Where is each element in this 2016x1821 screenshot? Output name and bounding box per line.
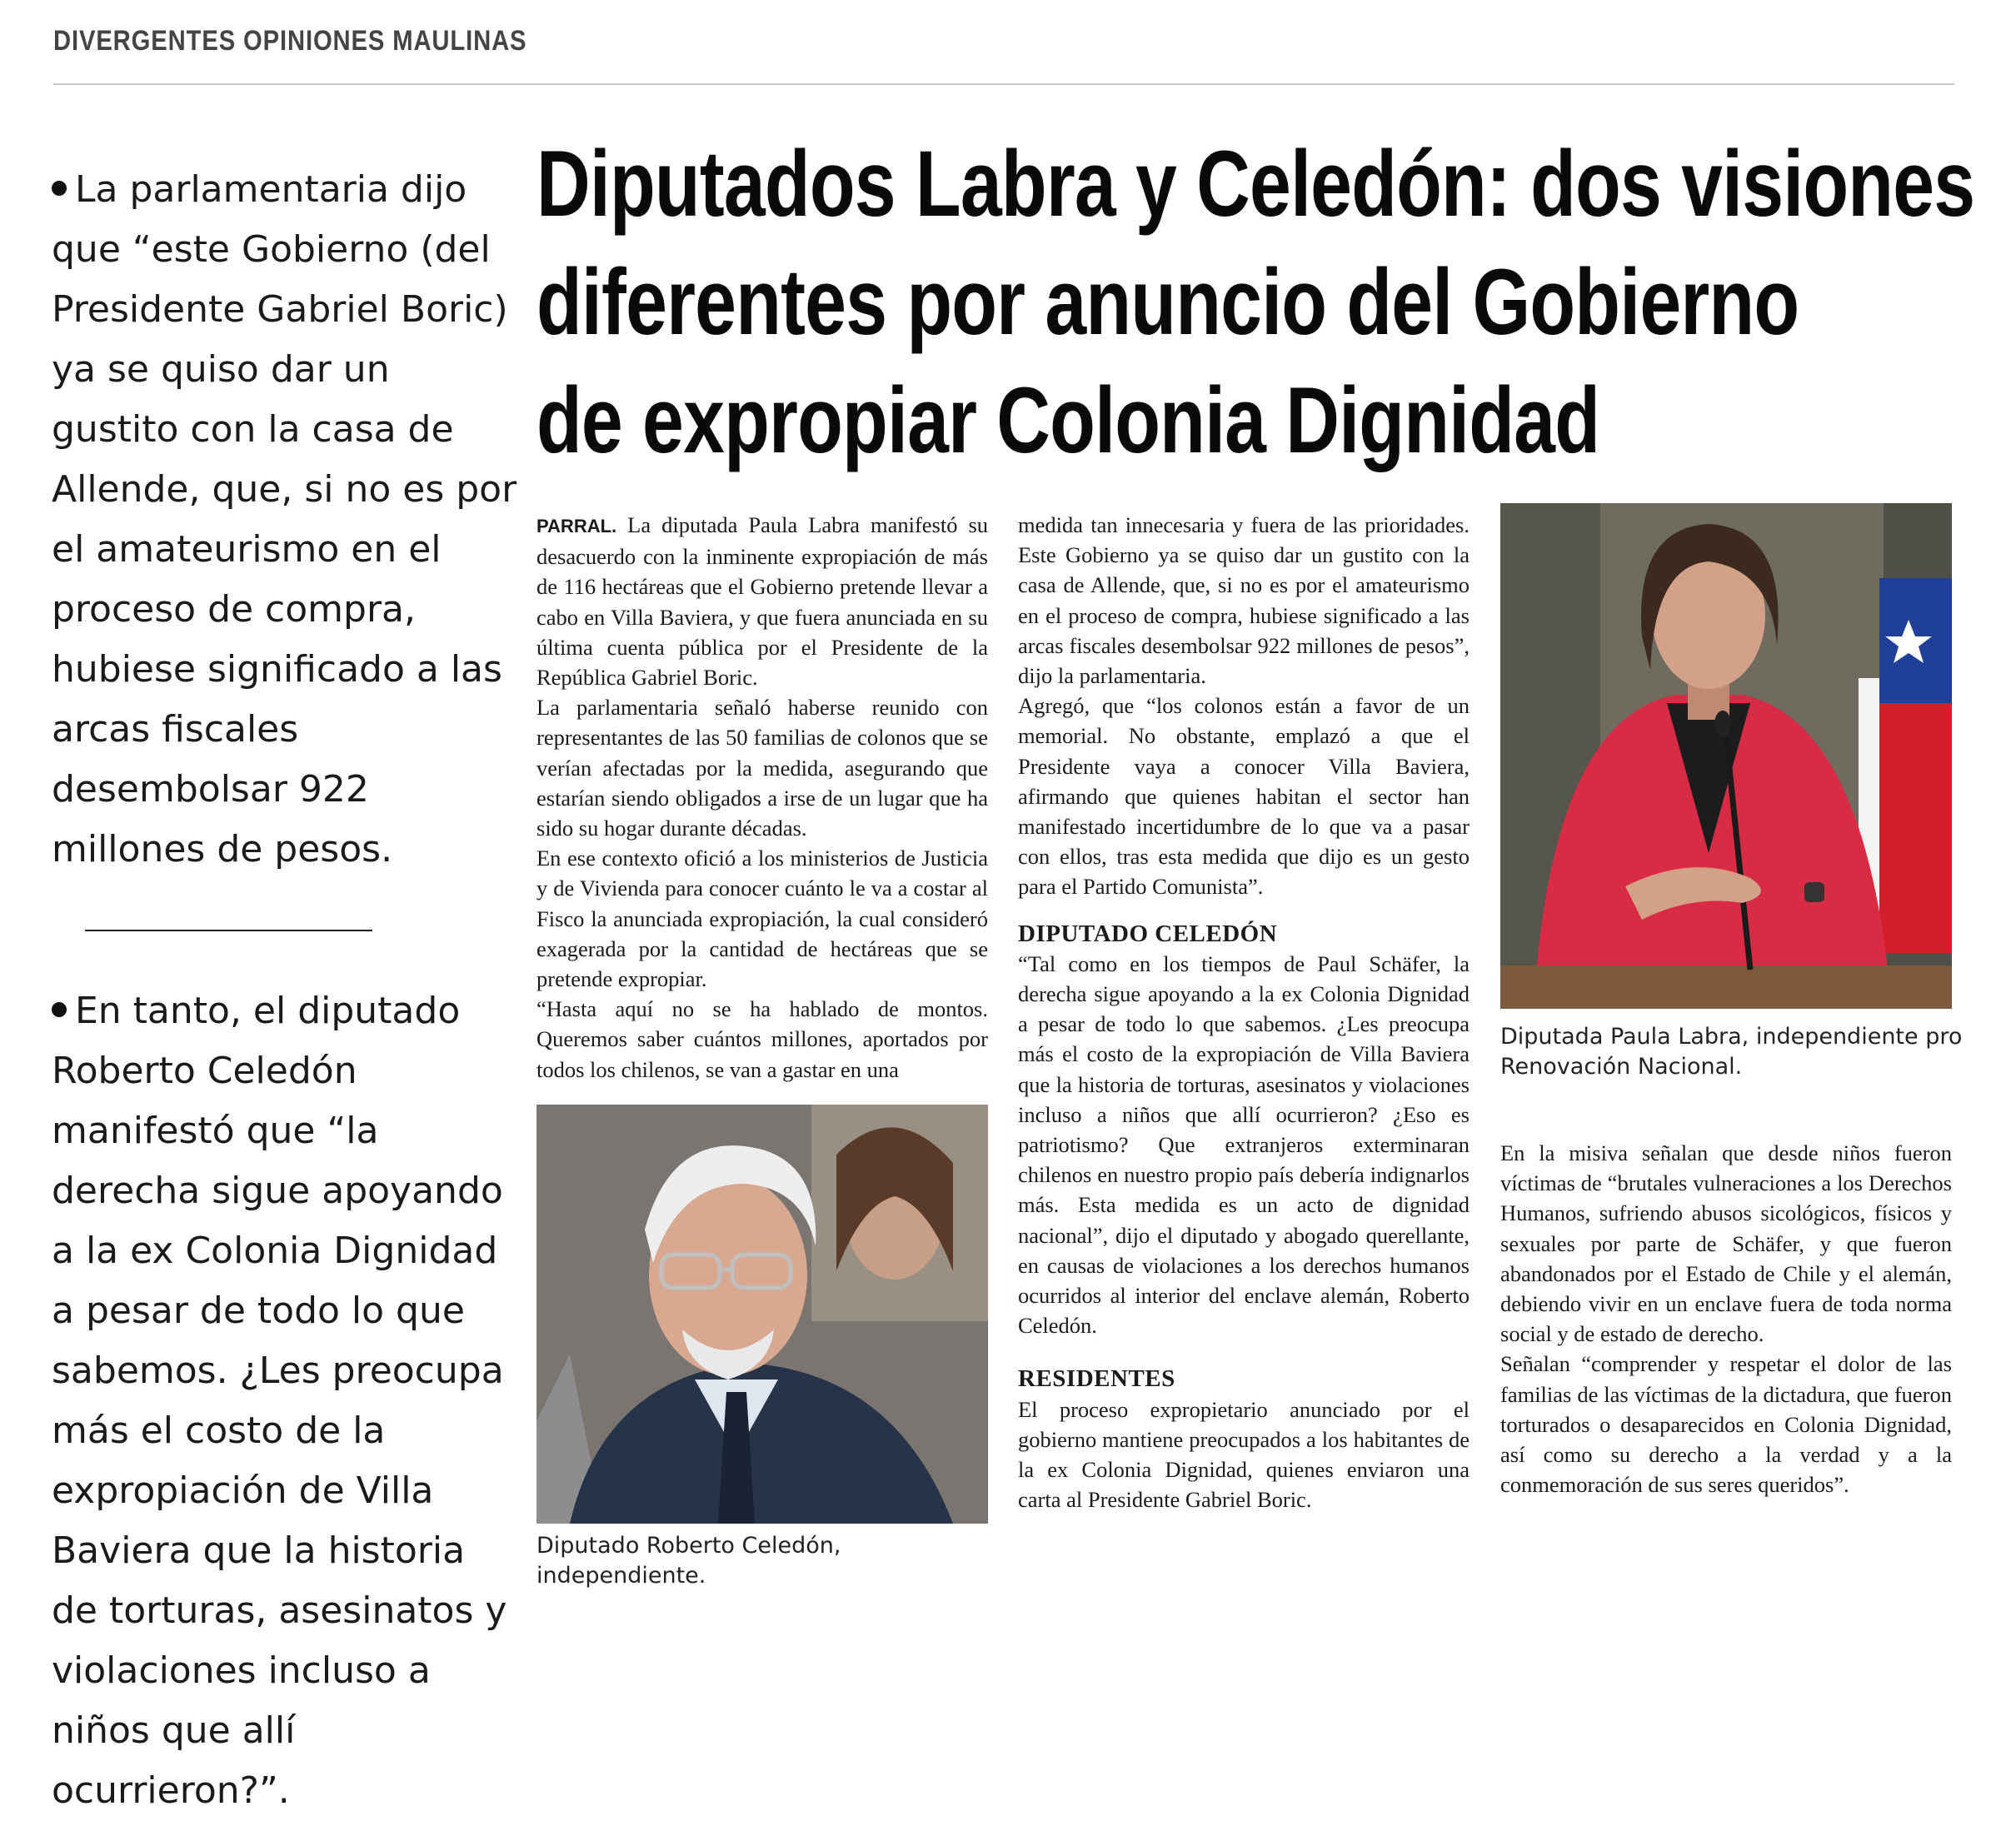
article-paragraph: En la misiva señalan que desde niños fueron víctimas de “brutales vulneraciones a los Derechos Humanos, sufriendo abusos sicológicos, físicos y sexuales por parte de Schäfer, y que fueron abandonados por el Estado de Chile y el alemán, debiendo vivir en un enclave fuera de toda norma social y de estado de derecho. bbox=[1500, 1140, 1952, 1347]
sidebar-bullet-1: La parlamentaria dijo que “este Gobierno (del Presidente Gabriel Boric) ya se quiso dar un gustito con la casa de Allende, que, si no es por el amateurismo en el proceso de compra, hubiese significado a las arcas fiscales desembolsar 922 millones de pesos. bbox=[52, 168, 517, 871]
article-paragraph: “Hasta aquí no se ha hablado de montos. Queremos saber cuántos millones, aportados por todos los chilenos, se van a gastar en una bbox=[536, 996, 988, 1082]
headline-line-1: Diputados Labra y Celedón: dos visiones bbox=[536, 132, 1975, 236]
headline-line-2: diferentes por anuncio del Gobierno bbox=[536, 250, 1799, 354]
article-paragraph: “Tal como en los tiempos de Paul Schäfer, la derecha sigue apoyando a la ex Colonia Dignidad a pesar de todo lo que sabemos. ¿Les preocupa más el costo de la expropiación de Villa Baviera que la historia de torturas, asesinatos y violaciones incluso a niños que allí ocurrieron? ¿Eso es patriotismo? Que extranjeros exterminaran chilenos en nuestro propio país debería indignarlos más. Esta medida es un acto de dignidad nacional”, dijo el diputado y abogado querellante, en causas de violaciones a los derechos humanos ocurridos al interior del enclave alemán, Roberto Celedón. bbox=[1018, 950, 1470, 1339]
headline bbox=[536, 125, 1975, 480]
article-paragraph: medida tan innecesaria y fuera de las prioridades. Este Gobierno ya se quiso dar un gustito con la casa de Allende, que, si no es por el amateurismo en el proceso de compra, hubiese significado a las arcas fiscales desembolsar 922 millones de pesos”, dijo la parlamentaria. bbox=[1018, 512, 1470, 689]
top-rule bbox=[53, 83, 1954, 85]
sidebar-bullet-2: En tanto, el diputado Roberto Celedón manifestó que “la derecha sigue apoyando a la ex Colonia Dignidad a pesar de todo lo que sabemos. ¿Les preocupa más el costo de la expropiación de Villa Baviera que la historia de torturas, asesinatos y violaciones incluso a niños que allí ocurrieron?”. bbox=[52, 990, 507, 1812]
article-paragraph: Señalan “comprender y respetar el dolor de las familias de las víctimas de la dictadura, que fueron torturados o desaparecidos en Colonia Dignidad, así como su derecho a la verdad y a la conmemoración de sus seres queridos”. bbox=[1500, 1351, 1952, 1498]
photo-roberto-celedon bbox=[536, 1105, 988, 1524]
section-label: DIVERGENTES OPINIONES MAULINAS bbox=[53, 25, 527, 57]
article-paragraph: En ese contexto ofició a los ministerios de Justicia y de Vivienda para conocer cuánto le va a costar al Fisco la anunciada expropiación, la cual consideró exagerada por la cantidad de hectáreas que se pretende expropiar. bbox=[536, 846, 988, 992]
article-paragraph: La parlamentaria señaló haberse reunido con representantes de las 50 familias de colonos que se verían afectadas por la medida, asegurando que estarían siendo obligados a irse de un lugar que ha sido su hogar durante décadas. bbox=[536, 695, 988, 841]
subhead-residentes: RESIDENTES bbox=[1018, 1365, 1175, 1393]
bullet-icon bbox=[52, 1002, 67, 1017]
bullet-icon bbox=[52, 181, 67, 196]
sidebar-divider bbox=[85, 930, 372, 931]
article-column-1 bbox=[536, 510, 988, 1085]
article-column-3 bbox=[1500, 1138, 1952, 1499]
headline-line-3: de expropiar Colonia Dignidad bbox=[536, 368, 1600, 472]
celedon-portrait-illustration bbox=[536, 1105, 988, 1524]
caption-labra: Diputada Paula Labra, independiente pro Renovación Nacional. bbox=[1500, 1024, 1963, 1080]
dateline: PARRAL. bbox=[536, 516, 617, 536]
article-paragraph: PARRAL. La diputada Paula Labra manifestó su desacuerdo con la inminente expropiación de más de 116 hectáreas que el Gobierno pretende llevar a cabo en Villa Baviera, y que fuera anunciada en su última cuenta pública por el Presidente de la República Gabriel Boric. bbox=[536, 512, 989, 691]
article-column-2 bbox=[1018, 510, 1470, 1515]
article-paragraph: Agregó, que “los colonos están a favor de un memorial. No obstante, emplazó a que el Presidente vaya a conocer Villa Baviera, afirmando que quienes habitan el sector han manifestado incertidumbre de lo que va a pasar con ellos, tras esta medida que dijo es un gesto para el Partido Comunista”. bbox=[1018, 693, 1470, 900]
caption-celedon: Diputado Roberto Celedón, independiente. bbox=[536, 1533, 841, 1589]
photo-paula-labra bbox=[1500, 503, 1952, 1009]
subhead-celedon: DIPUTADO CELEDÓN bbox=[1018, 920, 1278, 947]
labra-portrait-illustration bbox=[1500, 503, 1952, 1009]
article-paragraph: El proceso expropietario anunciado por el gobierno mantiene preocupados a los habitantes de la ex Colonia Dignidad, quienes enviaron una carta al Presidente Gabriel Boric. bbox=[1018, 1396, 1470, 1513]
